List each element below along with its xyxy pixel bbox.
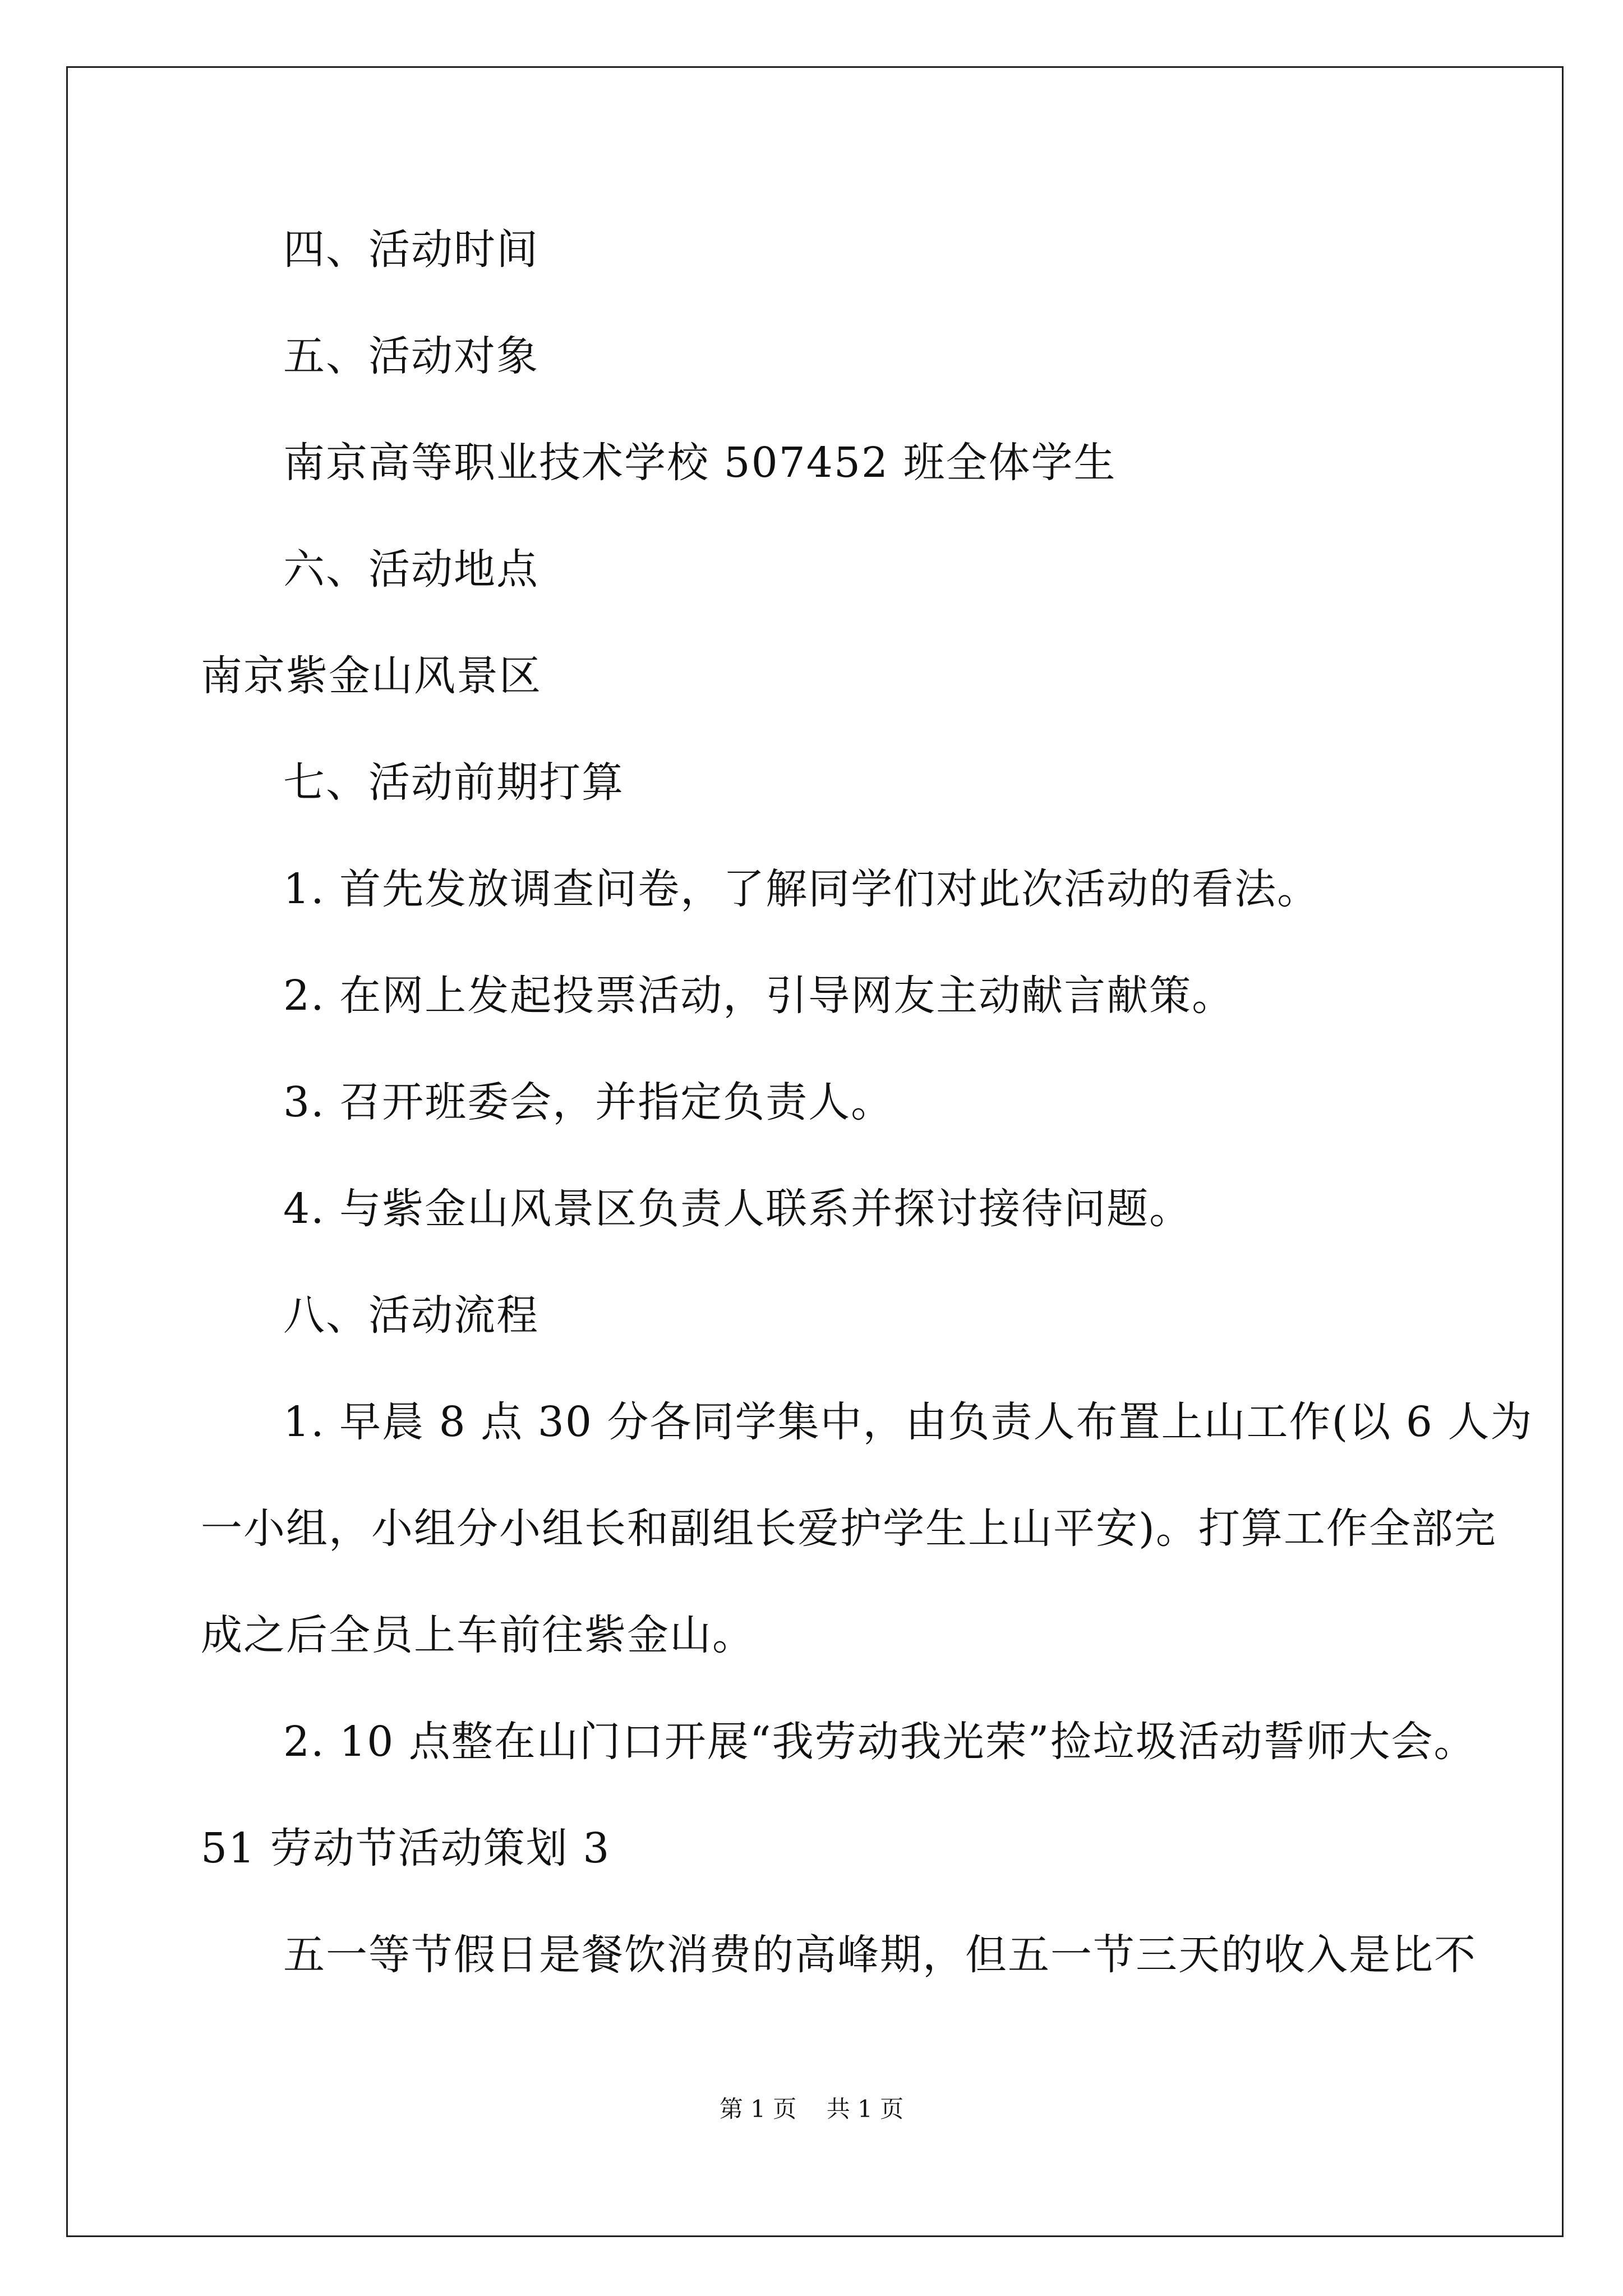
paragraph-line: 2. 10 点整在山门口开展“我劳动我光荣”捡垃圾活动誓师大会。: [283, 1718, 1477, 1766]
list-item: 4. 与紫金山风景区负责人联系并探讨接待问题。: [283, 1185, 1192, 1233]
paragraph-line: 1. 早晨 8 点 30 分各同学集中，由负责人布置上山工作(以 6 人为: [283, 1398, 1533, 1446]
page-footer: 第 1 页 共 1 页: [719, 2095, 904, 2123]
paragraph-location: 南京紫金山风景区: [201, 652, 542, 700]
list-item: 3. 召开班委会，并指定负责人。: [283, 1078, 894, 1126]
paragraph-line: 成之后全员上车前往紫金山。: [201, 1611, 755, 1659]
paragraph-line: 一小组，小组分小组长和副组长爱护学生上山平安)。打算工作全部完: [201, 1504, 1497, 1553]
paragraph-line: 五一等节假日是餐饮消费的高峰期，但五一节三天的收入是比不: [283, 1931, 1477, 1979]
section-heading-time: 四、活动时间: [283, 226, 539, 274]
section-heading-target: 五、活动对象: [283, 332, 539, 380]
section-heading-preparation: 七、活动前期打算: [283, 758, 624, 807]
page-border: [66, 66, 1564, 2237]
list-item: 1. 首先发放调查问卷，了解同学们对此次活动的看法。: [283, 865, 1320, 913]
section-heading-process: 八、活动流程: [283, 1291, 539, 1340]
list-item: 2. 在网上发起投票活动，引导网友主动献言献策。: [283, 972, 1235, 1020]
document-subtitle: 51 劳动节活动策划 3: [201, 1824, 611, 1872]
section-heading-location: 六、活动地点: [283, 545, 539, 593]
paragraph-target: 南京高等职业技术学校 507452 班全体学生: [283, 439, 1117, 487]
